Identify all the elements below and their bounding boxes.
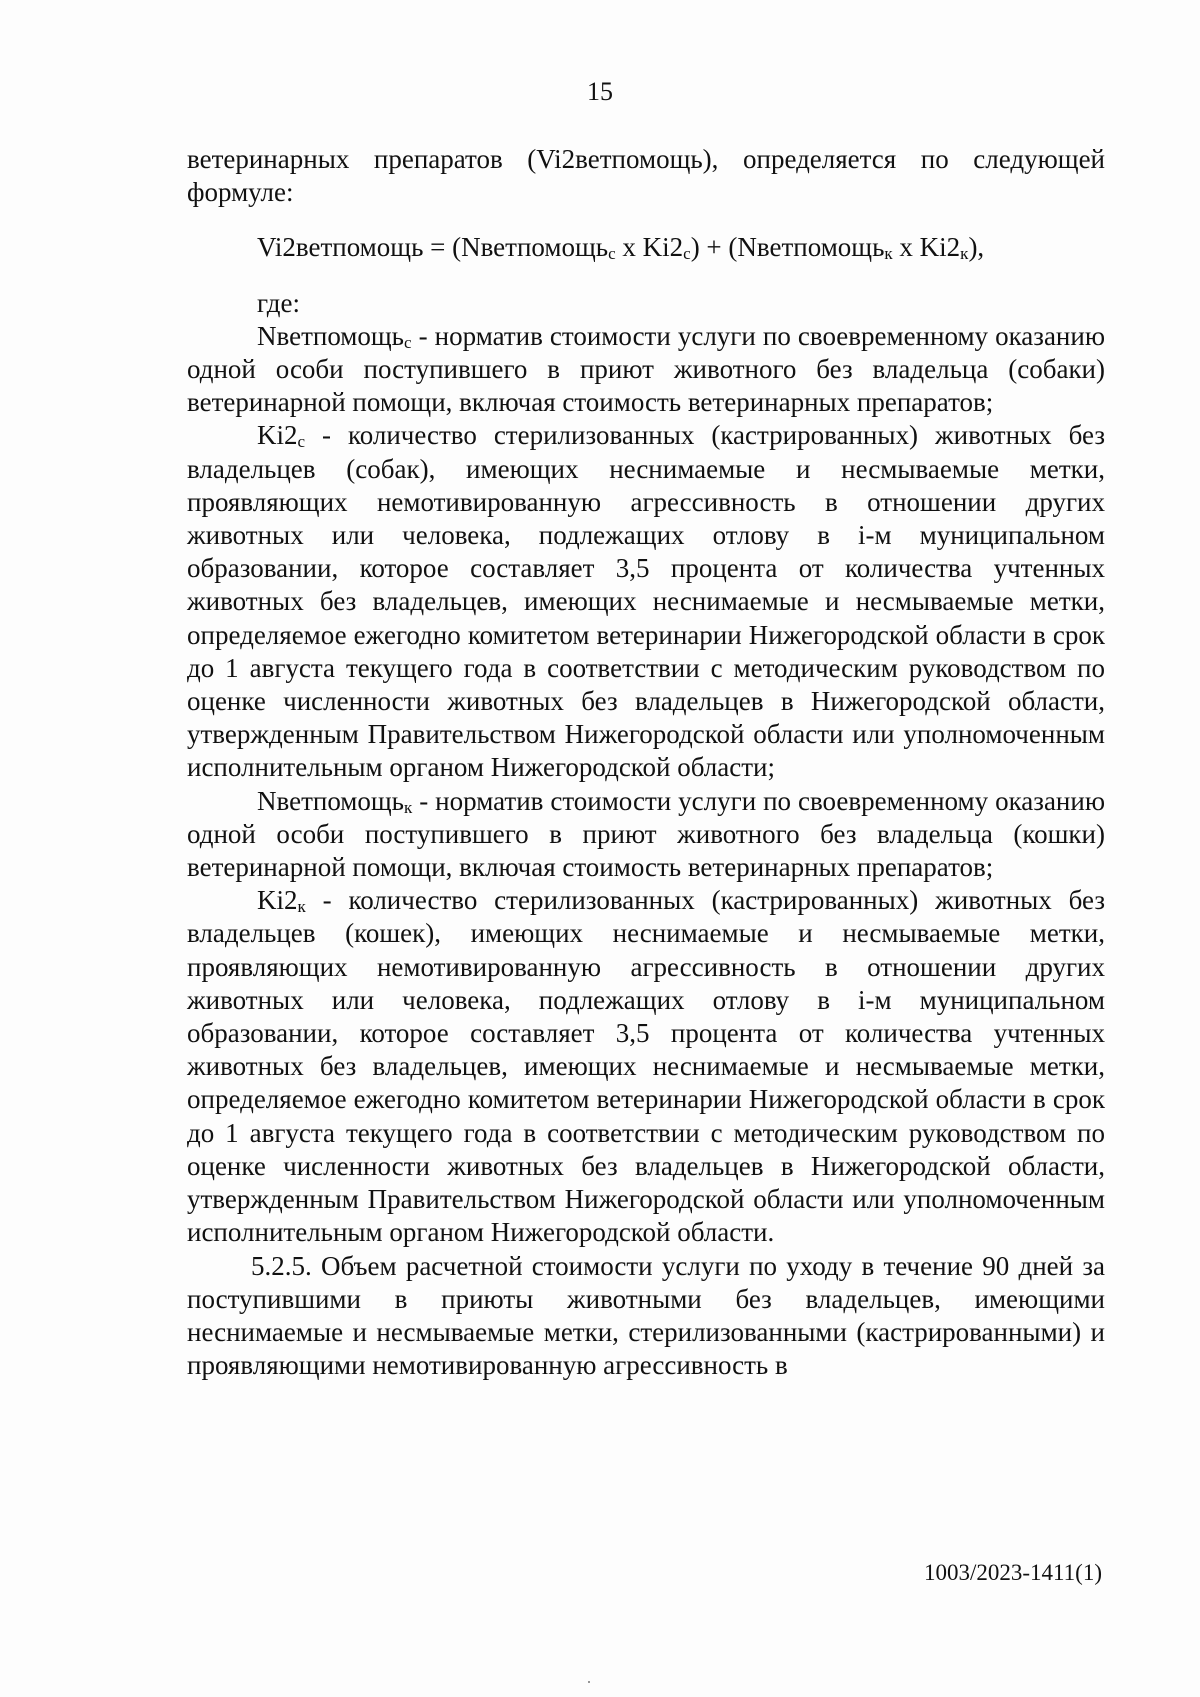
definition-term-sub: с [297, 432, 306, 452]
document-registration-code: 1003/2023-1411(1) [923, 1560, 1102, 1585]
scan-speck [588, 1681, 590, 1683]
definition-term: Ki2 [257, 420, 298, 451]
formula-sub-2: с [683, 244, 691, 264]
definition-text: - норматив стоимости услуги по своевременному оказанию одной особи поступившего в приют животного без владельца (собаки) ветеринарной помощи, включая стоимость ветеринарных препаратов; [187, 320, 1105, 418]
section-5-2-5-paragraph: 5.2.5. Объем расчетной стоимости услуги по уходу в течение 90 дней за поступившими в приюты животными без владельцев, имеющими неснимаемые и несмываемые метки, стерилизованными (кастрированными) и проявляющими немотивированную агрессивность в [187, 1250, 1105, 1381]
definition-ki2-dogs [187, 419, 1105, 784]
definition-n-vet-cats [187, 785, 1105, 885]
document-body [187, 143, 1105, 1382]
definition-term-sub: с [404, 332, 412, 352]
formula-sub-1: с [608, 244, 616, 264]
formula [187, 231, 1105, 264]
page-number: 15 [587, 77, 613, 106]
formula-sub-3: к [884, 244, 893, 264]
definition-term: Ki2 [257, 885, 298, 916]
definition-term: Nветпомощь [257, 785, 404, 816]
definition-text: - количество стерилизованных (кастрированных) животных без владельцев (кошек), имеющих неснимаемые и несмываемые метки, проявляющих немотивированную агрессивность в отношении других животных или человека, подлежащих отлову в i-м муниципальном образовании, которое составляет 3,5 процента от количества учтенных животных без владельцев, имеющих неснимаемые и несмываемые метки, определяемое ежегодно комитетом ветеринарии Нижегородской области в срок до 1 августа текущего года в соответствии с методическим руководством по оценке численности животных без владельцев в Нижегородской области, утвержденным Правительством Нижегородской области или уполномоченным исполнительным органом Нижегородской области. [187, 885, 1105, 1248]
definition-text: - количество стерилизованных (кастрированных) животных без владельцев (собак), имеющих неснимаемые и несмываемые метки, проявляющих немотивированную агрессивность в отношении других животных или человека, подлежащих отлову в i-м муниципальном образовании, которое составляет 3,5 процента от количества учтенных животных без владельцев, имеющих неснимаемые и несмываемые метки, определяемое ежегодно комитетом ветеринарии Нижегородской области в срок до 1 августа текущего года в соответствии с методическим руководством по оценке численности животных без владельцев в Нижегородской области, утвержденным Правительством Нижегородской области или уполномоченным исполнительным органом Нижегородской области; [187, 420, 1105, 783]
where-label: где: [257, 287, 300, 318]
formula-mid-1: х Ki2 [615, 232, 684, 263]
formula-lhs: Vi2ветпомощь = (Nветпомощь [257, 232, 609, 263]
definition-term-sub: к [297, 897, 306, 917]
formula-mid-3: х Ki2 [892, 232, 961, 263]
intro-paragraph: ветеринарных препаратов (Vi2ветпомощь), определяется по следующей формуле: [187, 144, 1105, 208]
formula-end: ), [968, 232, 985, 263]
definition-term-sub: к [404, 797, 413, 817]
definition-text: - норматив стоимости услуги по своевременному оказанию одной особи поступившего в приют животного без владельца (кошки) ветеринарной помощи, включая стоимость ветеринарных препаратов; [187, 785, 1105, 883]
definition-ki2-cats [187, 884, 1105, 1249]
definition-n-vet-dogs [187, 320, 1105, 420]
definition-term: Nветпомощь [257, 320, 404, 351]
formula-mid-2: ) + (Nветпомощь [690, 232, 885, 263]
formula-sub-4: к [960, 244, 969, 264]
